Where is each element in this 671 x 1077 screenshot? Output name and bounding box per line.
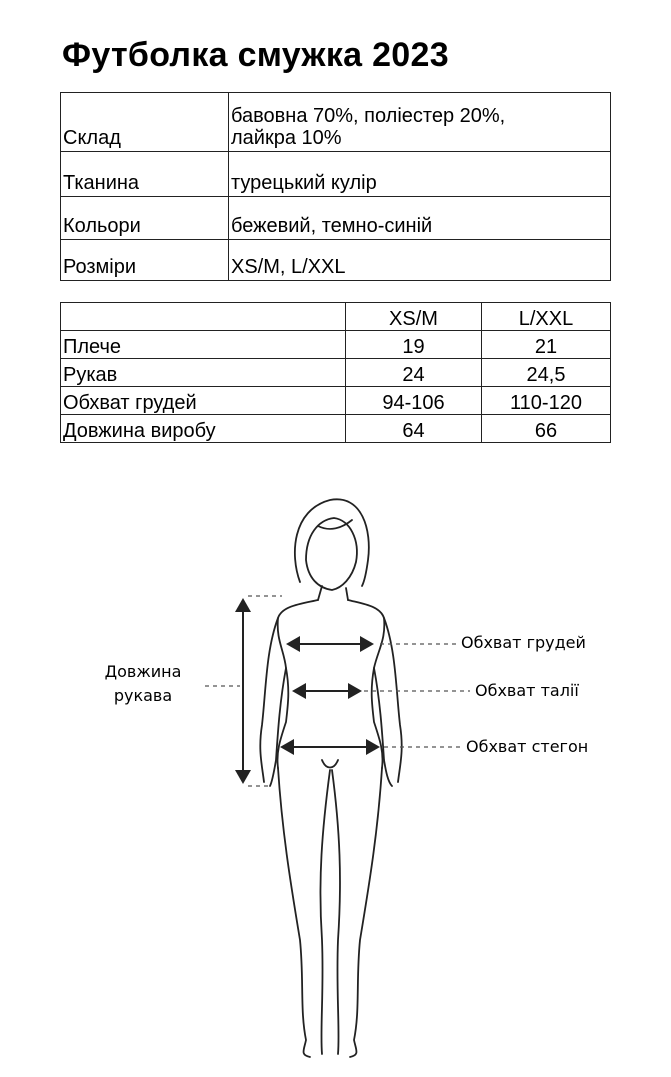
size-chart-table <box>60 302 611 443</box>
size-header-cell <box>61 303 346 331</box>
info-row-composition <box>61 93 611 152</box>
sleeve-length-label <box>88 660 198 708</box>
info-value <box>229 93 611 152</box>
measure-value: 110-120 <box>482 387 611 415</box>
measure-value: 94-106 <box>346 387 482 415</box>
sleeve-label-line: рукава <box>113 686 173 705</box>
info-row-fabric <box>61 152 611 197</box>
info-row-colors <box>61 197 611 240</box>
body-measurement-figure <box>0 480 671 1077</box>
table-row <box>61 387 611 415</box>
measure-value: 66 <box>482 415 611 443</box>
measure-value: 19 <box>346 331 482 359</box>
info-row-sizes <box>61 240 611 281</box>
measure-value: 24 <box>346 359 482 387</box>
measure-label: Довжина виробу <box>61 415 346 443</box>
chest-label: Обхват грудей <box>461 633 586 652</box>
size-header-cell: L/XXL <box>482 303 611 331</box>
table-row <box>61 359 611 387</box>
info-value: турецький кулір <box>229 152 611 197</box>
table-row <box>61 331 611 359</box>
torso-right-outline <box>348 600 384 768</box>
info-label: Склад <box>61 93 229 152</box>
info-value: XS/M, L/XXL <box>229 240 611 281</box>
left-arm-outline <box>260 618 286 786</box>
size-header-row <box>61 303 611 331</box>
measure-value: 64 <box>346 415 482 443</box>
info-label: Кольори <box>61 197 229 240</box>
product-info-table <box>60 92 611 281</box>
page-title: Футболка смужка 2023 <box>62 36 449 74</box>
waist-label: Обхват талії <box>475 681 579 700</box>
hips-label: Обхват стегон <box>466 737 589 756</box>
crotch-outline <box>322 760 338 768</box>
measure-value: 21 <box>482 331 611 359</box>
table-row <box>61 415 611 443</box>
right-leg-outline <box>332 768 382 1057</box>
info-label: Розміри <box>61 240 229 281</box>
hair-outline <box>295 499 369 586</box>
measure-label: Обхват грудей <box>61 387 346 415</box>
measure-label: Плече <box>61 331 346 359</box>
sleeve-label-line: Довжина <box>104 662 182 681</box>
info-label: Тканина <box>61 152 229 197</box>
info-value-line: бавовна 70%, поліестер 20%, <box>231 105 506 127</box>
measure-value: 24,5 <box>482 359 611 387</box>
size-header-cell: XS/M <box>346 303 482 331</box>
measure-label: Рукав <box>61 359 346 387</box>
left-leg-outline <box>278 768 330 1057</box>
right-arm-outline <box>374 618 402 786</box>
info-value: бежевий, темно-синій <box>229 197 611 240</box>
info-value-line: лайкра 10% <box>231 127 342 149</box>
